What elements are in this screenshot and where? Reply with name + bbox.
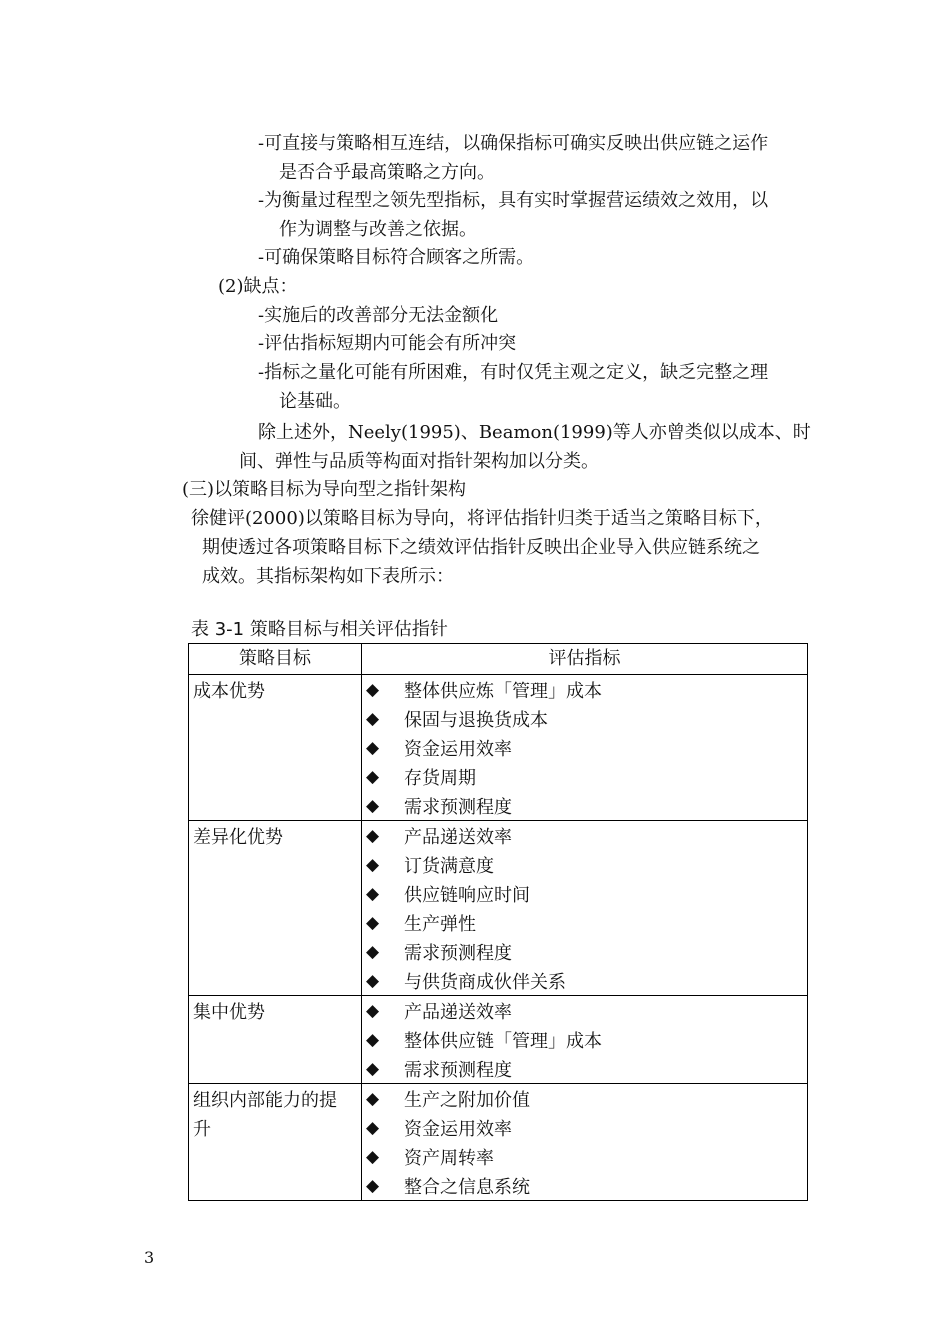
indicator-label: 供应链响应时间 xyxy=(404,884,530,906)
indicator-item xyxy=(362,733,807,762)
paragraph-other-line2: 间、弹性与品质等构面对指针架构加以分类。 xyxy=(239,451,599,472)
diamond-bullet-icon: ◆ xyxy=(366,970,380,991)
indicator-label: 整体供应炼「管理」成本 xyxy=(404,680,602,702)
diamond-bullet-icon: ◆ xyxy=(366,912,380,933)
diamond-bullet-icon: ◆ xyxy=(366,1029,380,1050)
indicator-item xyxy=(362,704,807,733)
goal-label-line1: 组织内部能力的提 xyxy=(193,1090,337,1111)
indicator-item xyxy=(362,1171,807,1200)
goal-label: 集中优势 xyxy=(193,1002,265,1023)
diamond-bullet-icon: ◆ xyxy=(366,941,380,962)
goal-cell xyxy=(189,821,362,996)
indicator-label: 需求预测程度 xyxy=(404,1059,512,1081)
goal-cell xyxy=(189,675,362,821)
indicator-item xyxy=(362,966,807,995)
diamond-bullet-icon: ◆ xyxy=(366,1058,380,1079)
diamond-bullet-icon: ◆ xyxy=(366,883,380,904)
diamond-bullet-icon: ◆ xyxy=(366,737,380,758)
indicator-label: 需求预测程度 xyxy=(404,942,512,964)
diamond-bullet-icon: ◆ xyxy=(366,1146,380,1167)
indicator-label: 资产周转率 xyxy=(404,1147,494,1169)
indicator-label: 需求预测程度 xyxy=(404,796,512,818)
header-strategy-goal: 策略目标 xyxy=(189,644,362,675)
strategy-indicator-table xyxy=(188,643,808,1201)
diamond-bullet-icon: ◆ xyxy=(366,766,380,787)
indicator-label: 与供货商成伙伴关系 xyxy=(404,971,566,993)
diamond-bullet-icon: ◆ xyxy=(366,1175,380,1196)
indicator-item xyxy=(362,821,807,850)
indicator-item xyxy=(362,1025,807,1054)
diamond-bullet-icon: ◆ xyxy=(366,679,380,700)
indicator-label: 产品递送效率 xyxy=(404,1001,512,1023)
advantage-item-2-line1: -为衡量过程型之领先型指标，具有实时掌握营运绩效之效用，以 xyxy=(258,190,769,211)
disadvantage-item-1: -实施后的改善部分无法金额化 xyxy=(258,305,499,326)
indicator-label: 整合之信息系统 xyxy=(404,1176,530,1198)
table-row xyxy=(189,675,808,821)
indicator-label: 资金运用效率 xyxy=(404,1118,512,1140)
advantage-item-3: -可确保策略目标符合顾客之所需。 xyxy=(258,247,535,268)
indicator-label: 生产弹性 xyxy=(404,913,476,935)
intro-line3: 成效。其指标架构如下表所示： xyxy=(202,566,454,587)
indicator-item xyxy=(362,1084,807,1113)
diamond-bullet-icon: ◆ xyxy=(366,1117,380,1138)
disadvantage-item-3-line1: -指标之量化可能有所困难，有时仅凭主观之定义，缺乏完整之理 xyxy=(258,362,769,383)
diamond-bullet-icon: ◆ xyxy=(366,795,380,816)
diamond-bullet-icon: ◆ xyxy=(366,1088,380,1109)
table-header-row xyxy=(189,644,808,675)
indicator-item xyxy=(362,791,807,820)
goal-label xyxy=(189,1084,361,1144)
intro-line1: 徐健评(2000)以策略目标为导向，将评估指针归类于适当之策略目标下， xyxy=(191,508,773,529)
indicator-item xyxy=(362,1142,807,1171)
diamond-bullet-icon: ◆ xyxy=(366,825,380,846)
indicator-item xyxy=(362,879,807,908)
indicator-item xyxy=(362,850,807,879)
table-row xyxy=(189,1084,808,1201)
intro-line2: 期使透过各项策略目标下之绩效评估指针反映出企业导入供应链系统之 xyxy=(202,537,760,558)
indicator-item xyxy=(362,908,807,937)
diamond-bullet-icon: ◆ xyxy=(366,708,380,729)
advantage-item-1-line1: -可直接与策略相互连结，以确保指标可确实反映出供应链之运作 xyxy=(258,133,769,154)
disadvantage-item-2: -评估指标短期内可能会有所冲突 xyxy=(258,333,517,354)
indicator-label: 整体供应链「管理」成本 xyxy=(404,1030,602,1052)
indicator-item xyxy=(362,1054,807,1083)
indicator-label: 产品递送效率 xyxy=(404,826,512,848)
disadvantage-item-3-line2: 论基础。 xyxy=(279,391,351,412)
advantage-item-1-line2: 是否合乎最高策略之方向。 xyxy=(279,162,495,183)
indicator-label: 订货满意度 xyxy=(404,855,494,877)
indicators-cell xyxy=(362,821,808,996)
diamond-bullet-icon: ◆ xyxy=(366,854,380,875)
header-indicators: 评估指标 xyxy=(362,644,808,675)
disadvantage-heading: (2)缺点： xyxy=(218,276,298,297)
table-row xyxy=(189,821,808,996)
page-number: 3 xyxy=(144,1248,155,1267)
indicators-cell xyxy=(362,996,808,1084)
table-caption: 表 3-1 策略目标与相关评估指针 xyxy=(191,619,448,640)
indicator-item xyxy=(362,1113,807,1142)
diamond-bullet-icon: ◆ xyxy=(366,1000,380,1021)
goal-cell xyxy=(189,996,362,1084)
indicator-label: 生产之附加价值 xyxy=(404,1089,530,1111)
goal-label: 成本优势 xyxy=(193,681,265,702)
goal-cell xyxy=(189,1084,362,1201)
indicators-cell xyxy=(362,1084,808,1201)
indicator-item xyxy=(362,675,807,704)
indicator-label: 存货周期 xyxy=(404,767,476,789)
goal-label-line2: 升 xyxy=(193,1119,211,1140)
indicator-item xyxy=(362,996,807,1025)
section-heading: (三)以策略目标为导向型之指针架构 xyxy=(182,479,467,500)
indicator-item xyxy=(362,762,807,791)
indicator-label: 保固与退换货成本 xyxy=(404,709,548,731)
indicator-label: 资金运用效率 xyxy=(404,738,512,760)
paragraph-other-line1: 除上述外，Neely(1995)、Beamon(1999)等人亦曾类似以成本、时 xyxy=(258,422,811,443)
table-row xyxy=(189,996,808,1084)
goal-label: 差异化优势 xyxy=(193,827,283,848)
advantage-item-2-line2: 作为调整与改善之依据。 xyxy=(279,219,477,240)
indicators-cell xyxy=(362,675,808,821)
indicator-item xyxy=(362,937,807,966)
